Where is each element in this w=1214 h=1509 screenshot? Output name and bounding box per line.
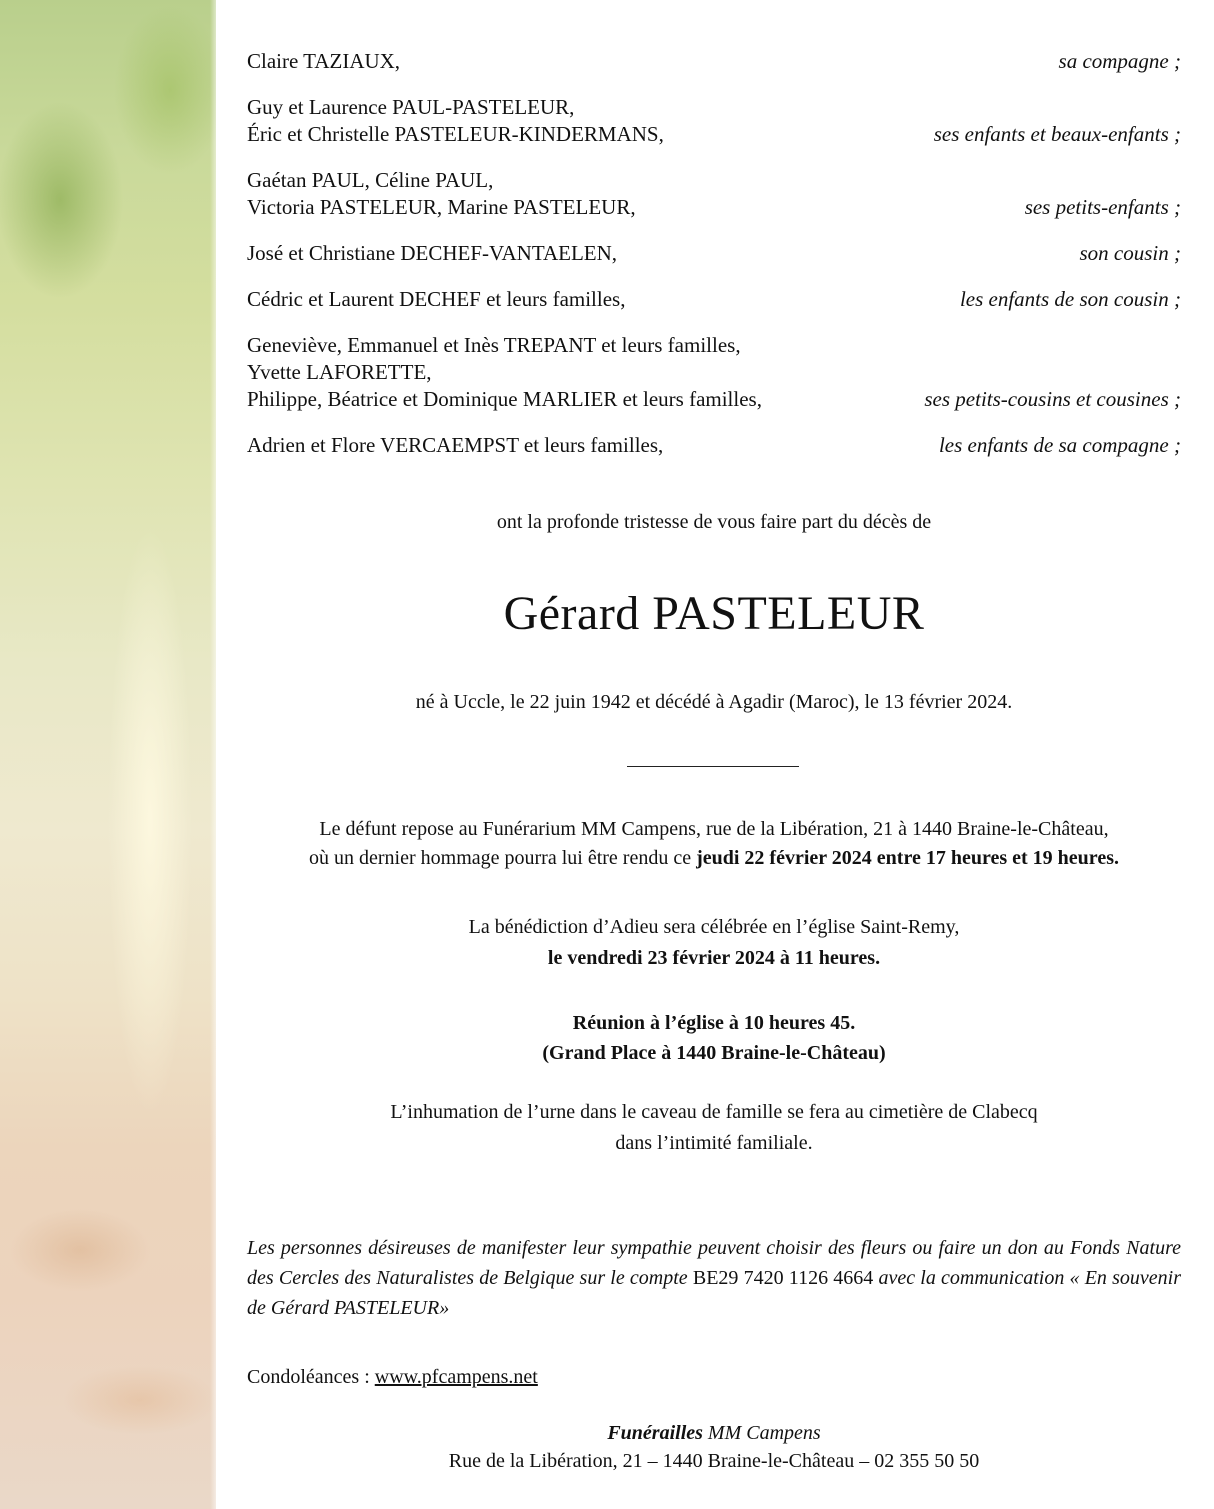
family-relation: son cousin ; bbox=[1079, 241, 1181, 265]
repose-line-1: Le défunt repose au Funérarium MM Campens, rue de la Libération, 21 à 1440 Braine-le-Château, bbox=[319, 818, 1109, 840]
donation-text-after: avec la communication « En souvenir de Gérard PASTELEUR» bbox=[247, 1267, 1181, 1319]
repose-line-2-text: où un dernier hommage pourra lui être rendu ce bbox=[309, 847, 697, 869]
family-group-partner-children bbox=[247, 432, 1181, 459]
family-relation: sa compagne ; bbox=[1058, 49, 1181, 73]
funeral-home-name-rest: MM Campens bbox=[702, 1422, 821, 1444]
family-group-grandchildren bbox=[247, 167, 1181, 221]
family-name-line: Geneviève, Emmanuel et Inès TREPANT et leurs familles, bbox=[247, 333, 741, 357]
inhumation-line-1: L’inhumation de l’urne dans le caveau de famille se fera au cimetière de Clabecq bbox=[390, 1101, 1038, 1123]
family-relation: ses enfants et beaux-enfants ; bbox=[933, 122, 1181, 146]
bank-account: BE29 7420 1126 4664 bbox=[692, 1267, 874, 1289]
family-group-cousin bbox=[247, 240, 1181, 267]
reunion-place: (Grand Place à 1440 Braine-le-Château) bbox=[542, 1042, 886, 1064]
funeral-home-address: Rue de la Libération, 21 – 1440 Braine-le-Château – 02 355 50 50 bbox=[448, 1450, 980, 1472]
family-name-line: Adrien et Flore VERCAEMPST et leurs familles, bbox=[247, 433, 664, 457]
benediction-line-1: La bénédiction d’Adieu sera célébrée en l’église Saint-Remy, bbox=[468, 916, 960, 938]
announcement-intro: ont la profonde tristesse de vous faire part du décès de bbox=[496, 511, 932, 533]
family-group-cousin-children bbox=[247, 286, 1181, 313]
repose-line-2 bbox=[247, 844, 1181, 873]
family-names bbox=[247, 286, 625, 313]
reunion-paragraph bbox=[247, 1008, 1181, 1068]
donation-paragraph bbox=[247, 1233, 1181, 1323]
condolences-link[interactable]: www.pfcampens.net bbox=[374, 1366, 538, 1388]
family-relation: ses petits-enfants ; bbox=[1024, 195, 1181, 219]
family-names bbox=[247, 94, 664, 148]
family-name-line: Philippe, Béatrice et Dominique MARLIER et leurs familles, bbox=[247, 387, 762, 411]
inhumation-line-2: dans l’intimité familiale. bbox=[615, 1132, 813, 1154]
forest-path-photo bbox=[0, 0, 216, 1509]
repose-paragraph bbox=[247, 815, 1181, 873]
inhumation-paragraph bbox=[247, 1097, 1181, 1159]
birth-death-dates: né à Uccle, le 22 juin 1942 et décédé à Agadir (Maroc), le 13 février 2024. bbox=[415, 691, 1013, 713]
reunion-time: Réunion à l’église à 10 heures 45. bbox=[572, 1012, 856, 1034]
condolences-line bbox=[247, 1363, 538, 1391]
family-group-children bbox=[247, 94, 1181, 148]
family-names bbox=[247, 332, 762, 413]
family-group-second-cousins bbox=[247, 332, 1181, 413]
family-names bbox=[247, 48, 400, 75]
funeral-home-footer bbox=[247, 1419, 1181, 1475]
family-name-line: Guy et Laurence PAUL-PASTELEUR, bbox=[247, 95, 575, 119]
condolences-label: Condoléances : bbox=[247, 1366, 375, 1388]
benediction-date: le vendredi 23 février 2024 à 11 heures. bbox=[547, 947, 881, 969]
separator-line bbox=[627, 766, 799, 767]
family-relation: les enfants de sa compagne ; bbox=[938, 433, 1181, 457]
family-group-partner bbox=[247, 48, 1181, 75]
family-names bbox=[247, 167, 636, 221]
family-name-line: Éric et Christelle PASTELEUR-KINDERMANS, bbox=[247, 122, 664, 146]
visitation-time: jeudi 22 février 2024 entre 17 heures et 19 heures. bbox=[696, 847, 1119, 869]
funeral-home-name-bold: Funérailles bbox=[607, 1422, 703, 1444]
donation-text-before: Les personnes désireuses de manifester leur sympathie peuvent choisir des fleurs ou faire un don au Fonds Nature des Cercles des Naturalistes de Belgique sur le compte bbox=[247, 1237, 1181, 1289]
deceased-name: Gérard PASTELEUR bbox=[503, 587, 925, 640]
family-name-line: José et Christiane DECHEF-VANTAELEN, bbox=[247, 241, 618, 265]
family-relation: les enfants de son cousin ; bbox=[959, 287, 1181, 311]
family-names bbox=[247, 240, 617, 267]
family-relation: ses petits-cousins et cousines ; bbox=[924, 387, 1181, 411]
family-name-line: Claire TAZIAUX, bbox=[247, 49, 401, 73]
family-names bbox=[247, 432, 663, 459]
funeral-home-name bbox=[247, 1419, 1181, 1447]
family-name-line: Gaétan PAUL, Céline PAUL, bbox=[247, 168, 494, 192]
family-name-line: Victoria PASTELEUR, Marine PASTELEUR, bbox=[247, 195, 636, 219]
benediction-paragraph bbox=[247, 912, 1181, 974]
family-name-line: Yvette LAFORETTE, bbox=[247, 360, 432, 384]
family-name-line: Cédric et Laurent DECHEF et leurs familles, bbox=[247, 287, 626, 311]
family-list bbox=[247, 48, 1181, 478]
